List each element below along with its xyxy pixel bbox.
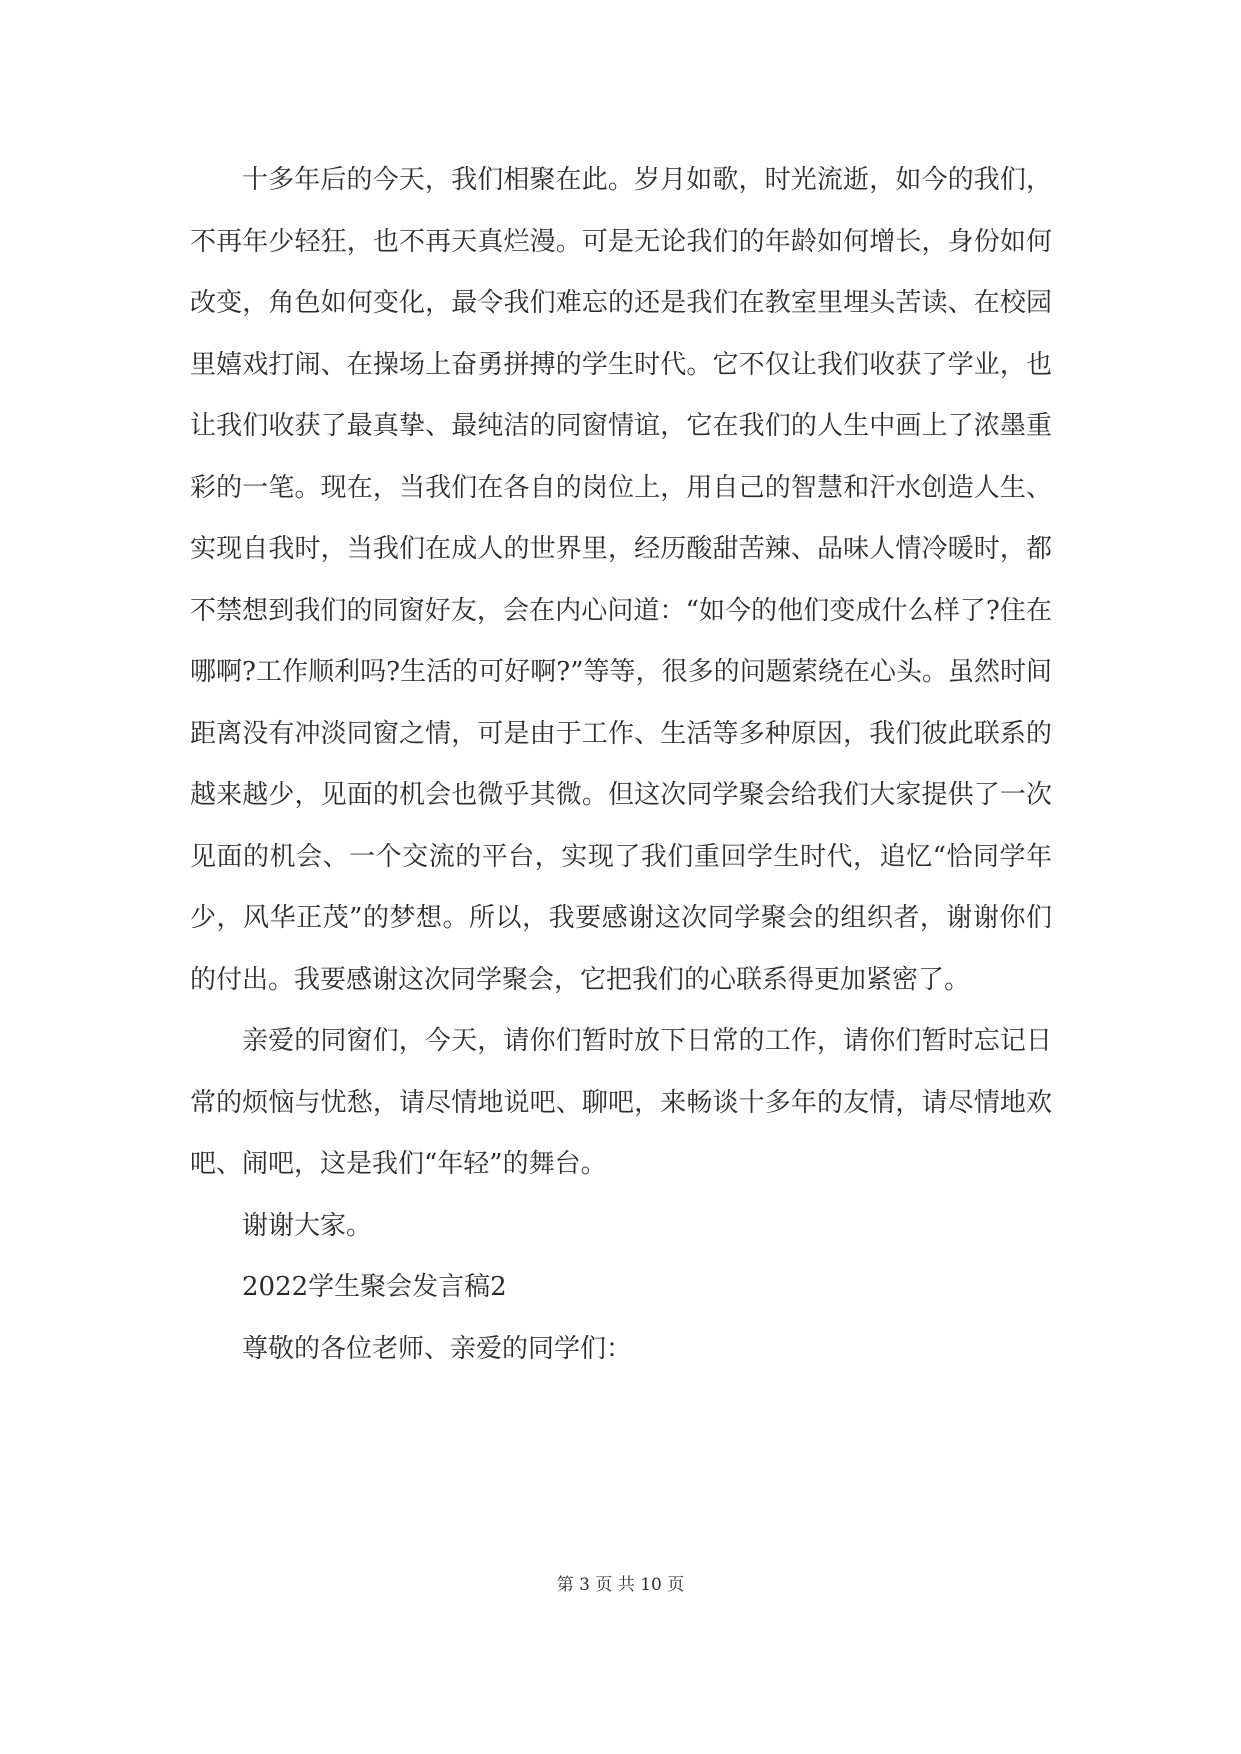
salutation: 尊敬的各位老师、亲爱的同学们： bbox=[242, 1333, 633, 1364]
paragraph: 亲爱的同窗们，今天，请你们暂时放下日常的工作，请你们暂时忘记日常的烦恼与忧愁，请尽情地说吧、聊吧，来畅谈十多年的友情，请尽情地欢吧、闹吧，这是我们“年轻”的舞台。 bbox=[190, 1026, 1052, 1179]
paragraph: 十多年后的今天，我们相聚在此。岁月如歌，时光流逝，如今的我们，不再年少轻狂，也不再天真烂漫。可是无论我们的年龄如何增长，身份如何改变，角色如何变化，最令我们难忘的还是我们在教室里埋头苦读、在校园里嬉戏打闹、在操场上奋勇拼搏的学生时代。它不仅让我们收获了学业，也让我们收获了最真挚、最纯洁的同窗情谊，它在我们的人生中画上了浓墨重彩的一笔。现在，当我们在各自的岗位上，用自己的智慧和汗水创造人生、实现自我时，当我们在成人的世界里，经历酸甜苦辣、品味人情冷暖时，都不禁想到我们的同窗好友，会在内心问道：“如今的他们变成什么样了?住在哪啊?工作顺利吗?生活的可好啊?”等等，很多的问题萦绕在心头。虽然时间距离没有冲淡同窗之情，可是由于工作、生活等多种原因，我们彼此联系的越来越少，见面的机会也微乎其微。但这次同学聚会给我们大家提供了一次见面的机会、一个交流的平台，实现了我们重回学生时代，追忆“恰同学年少，风华正茂”的梦想。所以，我要感谢这次同学聚会的组织者，谢谢你们的付出。我要感谢这次同学聚会，它把我们的心联系得更加紧密了。 bbox=[190, 165, 1052, 995]
document-body bbox=[190, 150, 1052, 1380]
paragraph: 谢谢大家。 bbox=[242, 1210, 373, 1241]
section-heading: 2022学生聚会发言稿2 bbox=[242, 1272, 507, 1302]
page-number-footer: 第 3 页 共 10 页 bbox=[556, 1575, 685, 1595]
